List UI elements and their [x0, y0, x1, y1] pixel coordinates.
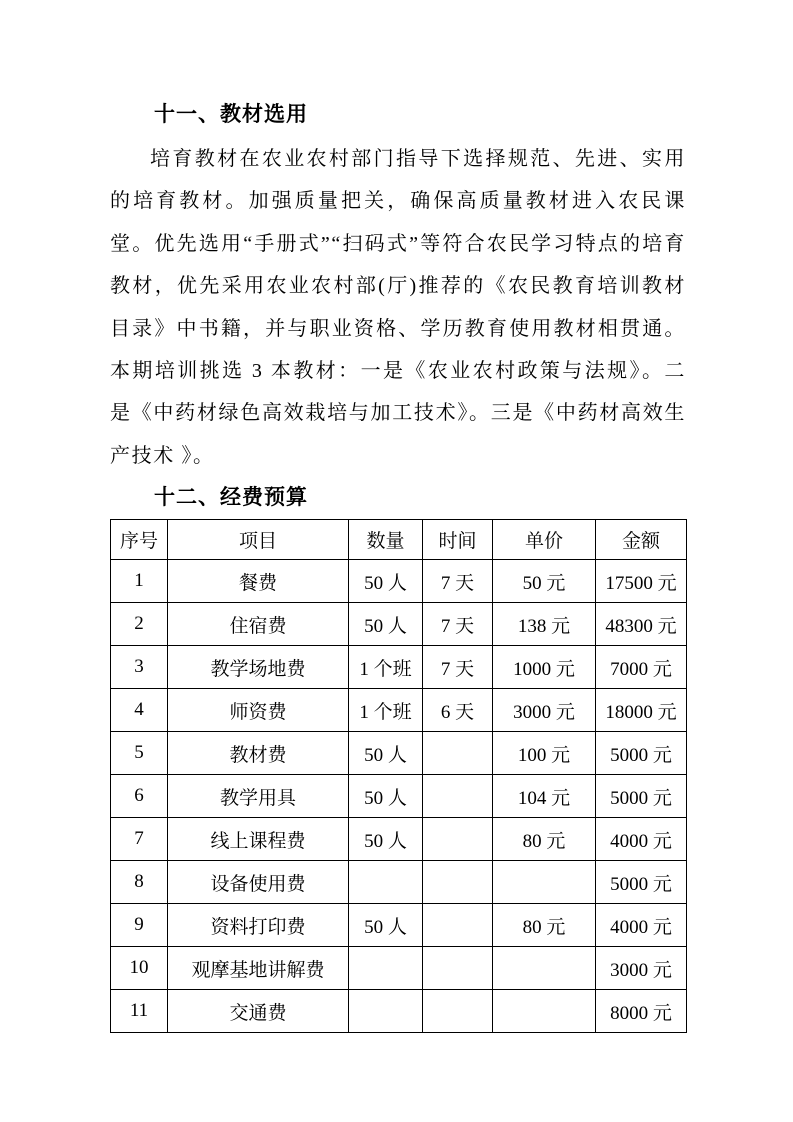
- table-cell: 11: [111, 990, 168, 1033]
- table-cell: 8000 元: [596, 990, 687, 1033]
- header-cell: 项目: [168, 520, 349, 560]
- table-cell: 1000 元: [493, 646, 596, 689]
- table-cell: 50 人: [349, 818, 423, 861]
- table-cell: 教材费: [168, 732, 349, 775]
- table-cell: 观摩基地讲解费: [168, 947, 349, 990]
- table-cell: 2: [111, 603, 168, 646]
- table-cell: [349, 990, 423, 1033]
- header-cell: 数量: [349, 520, 423, 560]
- table-cell: 50 人: [349, 904, 423, 947]
- table-cell: 设备使用费: [168, 861, 349, 904]
- table-cell: 教学用具: [168, 775, 349, 818]
- table-cell: [349, 947, 423, 990]
- table-cell: 5000 元: [596, 732, 687, 775]
- table-cell: 4000 元: [596, 904, 687, 947]
- table-cell: 3000 元: [596, 947, 687, 990]
- header-cell: 单价: [493, 520, 596, 560]
- table-cell: 4: [111, 689, 168, 732]
- table-row: [111, 646, 687, 689]
- table-cell: 7000 元: [596, 646, 687, 689]
- table-cell: 3: [111, 646, 168, 689]
- table-cell: 50 元: [493, 560, 596, 603]
- table-cell: 7 天: [423, 560, 493, 603]
- table-row: [111, 861, 687, 904]
- page-content: [110, 100, 686, 1033]
- table-cell: 5000 元: [596, 861, 687, 904]
- table-cell: 交通费: [168, 990, 349, 1033]
- table-cell: 17500 元: [596, 560, 687, 603]
- section-11-paragraph: 培育教材在农业农村部门指导下选择规范、先进、实用的培育教材。加强质量把关，确保高质量教材进入农民课堂。优先选用“手册式”“扫码式”等符合农民学习特点的培育教材，优先采用农业农村部(厅)推荐的《农民教育培训教材目录》中书籍，并与职业资格、学历教育使用教材相贯通。本期培训挑选 3 本教材：一是《农业农村政策与法规》。二是《中药材绿色高效栽培与加工技术》。三是《中药材高效生产技术 》。: [110, 148, 686, 467]
- table-cell: [423, 775, 493, 818]
- table-cell: 6 天: [423, 689, 493, 732]
- table-cell: 8: [111, 861, 168, 904]
- table-cell: [423, 904, 493, 947]
- table-cell: [493, 861, 596, 904]
- table-cell: 1 个班: [349, 689, 423, 732]
- table-cell: 师资费: [168, 689, 349, 732]
- table-row: [111, 818, 687, 861]
- table-cell: [423, 818, 493, 861]
- table-cell: 资料打印费: [168, 904, 349, 947]
- table-cell: 50 人: [349, 775, 423, 818]
- table-cell: [423, 861, 493, 904]
- table-row: [111, 603, 687, 646]
- table-cell: [423, 732, 493, 775]
- table-cell: 48300 元: [596, 603, 687, 646]
- table-cell: [423, 947, 493, 990]
- table-cell: 104 元: [493, 775, 596, 818]
- table-cell: 教学场地费: [168, 646, 349, 689]
- table-row: [111, 904, 687, 947]
- header-cell: 金额: [596, 520, 687, 560]
- table-row: [111, 689, 687, 732]
- table-cell: 6: [111, 775, 168, 818]
- table-cell: 5000 元: [596, 775, 687, 818]
- table-row: [111, 947, 687, 990]
- table-row: [111, 775, 687, 818]
- table-cell: 7 天: [423, 646, 493, 689]
- section-11-heading: 十一、教材选用: [154, 102, 308, 126]
- table-cell: 18000 元: [596, 689, 687, 732]
- section-12-heading: 十二、经费预算: [154, 485, 308, 510]
- table-cell: 7: [111, 818, 168, 861]
- table-cell: 住宿费: [168, 603, 349, 646]
- table-row: [111, 560, 687, 603]
- table-cell: [423, 990, 493, 1033]
- table-row: [111, 990, 687, 1033]
- table-cell: 50 人: [349, 560, 423, 603]
- table-cell: 4000 元: [596, 818, 687, 861]
- table-cell: 5: [111, 732, 168, 775]
- table-cell: 80 元: [493, 904, 596, 947]
- table-cell: [493, 990, 596, 1033]
- table-cell: 138 元: [493, 603, 596, 646]
- table-cell: 10: [111, 947, 168, 990]
- budget-table-header-row: [111, 520, 687, 560]
- table-cell: 餐费: [168, 560, 349, 603]
- table-cell: 1: [111, 560, 168, 603]
- table-cell: 1 个班: [349, 646, 423, 689]
- header-cell: 时间: [423, 520, 493, 560]
- table-cell: 3000 元: [493, 689, 596, 732]
- table-cell: 线上课程费: [168, 818, 349, 861]
- table-cell: [349, 861, 423, 904]
- header-cell: 序号: [111, 520, 168, 560]
- table-cell: 80 元: [493, 818, 596, 861]
- table-cell: 100 元: [493, 732, 596, 775]
- table-cell: 50 人: [349, 732, 423, 775]
- budget-table-body: [111, 560, 687, 1033]
- table-cell: 9: [111, 904, 168, 947]
- table-cell: [493, 947, 596, 990]
- budget-table: [110, 519, 687, 1033]
- table-cell: 7 天: [423, 603, 493, 646]
- table-cell: 50 人: [349, 603, 423, 646]
- table-row: [111, 732, 687, 775]
